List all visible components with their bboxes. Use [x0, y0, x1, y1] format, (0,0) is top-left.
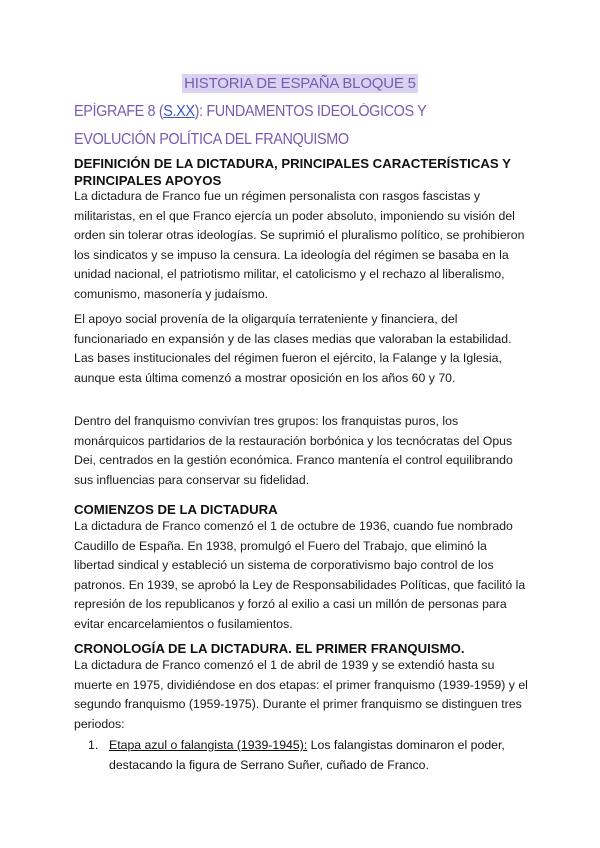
- list-item: [88, 736, 528, 775]
- section-heading: COMIENZOS DE LA DICTADURA: [74, 502, 278, 517]
- section-heading: CRONOLOGÍA DE LA DICTADURA. EL PRIMER FRANQUISMO.: [74, 641, 465, 656]
- epigrafe-suffix: ): FUNDAMENTOS IDEOLÓGICOS Y EVOLUCIÓN POLÍTICA DEL FRANQUISMO: [74, 103, 427, 148]
- paragraph: La dictadura de Franco comenzó el 1 de abril de 1939 y se extendió hasta su muerte en 1975, dividiéndose en dos etapas: el primer franquismo (1939-1959) y el segundo franquismo (1959-1975). Durante el primer franquismo se distinguen tres periodos:: [74, 658, 528, 731]
- epigrafe-prefix: EPÍGRAFE 8 (: [74, 103, 164, 120]
- document-title: [0, 75, 600, 92]
- document-title-text: HISTORIA DE ESPAÑA BLOQUE 5: [184, 75, 416, 92]
- section-heading: DEFINICIÓN DE LA DICTADURA, PRINCIPALES CARACTERÍSTICAS Y PRINCIPALES APOYOS: [74, 156, 511, 188]
- paragraph: La dictadura de Franco fue un régimen personalista con rasgos fascistas y militaristas, en el que Franco ejercía un poder absoluto, imponiendo su visión del orden sin tolerar otras ideologías. Se suprimió el pluralismo político, se prohibieron los sindicatos y se impuso la censura. La ideología del régimen se basaba en la unidad nacional, el patriotismo militar, el catolicismo y el rechazo al liberalismo, comunismo, masonería y judaísmo.: [74, 189, 525, 301]
- epigrafe-link[interactable]: S.XX: [163, 103, 195, 120]
- paragraph: El apoyo social provenía de la oligarquía terrateniente y financiera, del funcionariado en expansión y de las clases medias que valoraban la estabilidad. Las bases institucionales del régimen fueron el ejército, la Falange y la Iglesia, aunque esta última comenzó a mostrar oposición en los años 60 y 70.: [74, 312, 512, 385]
- list-text: [109, 736, 528, 775]
- paragraph: La dictadura de Franco comenzó el 1 de octubre de 1936, cuando fue nombrado Caudillo de España. En 1938, promulgó el Fuero del Trabajo, que eliminó la libertad sindical y estableció un sistema de corporativismo bajo control de los patronos. En 1939, se aprobó la Ley de Responsabilidades Políticas, que facilitó la represión de los republicanos y forzó al exilio a casi un millón de personas para evitar encarcelamientos o fusilamientos.: [74, 519, 526, 631]
- list-underlined-text: Etapa azul o falangista (1939-1945):: [109, 738, 308, 752]
- list-body-text: Los falangistas dominaron el poder, destacando la figura de Serrano Suñer, cuñado de Franco.: [109, 738, 505, 772]
- epigrafe-heading: [74, 98, 511, 154]
- list-number: 1.: [88, 738, 99, 752]
- paragraph: Dentro del franquismo convivían tres grupos: los franquistas puros, los monárquicos partidarios de la restauración borbónica y los tecnócratas del Opus Dei, centrados en la gestión económica. Franco mantenía el control equilibrando sus influencias para conservar su fidelidad.: [74, 414, 513, 487]
